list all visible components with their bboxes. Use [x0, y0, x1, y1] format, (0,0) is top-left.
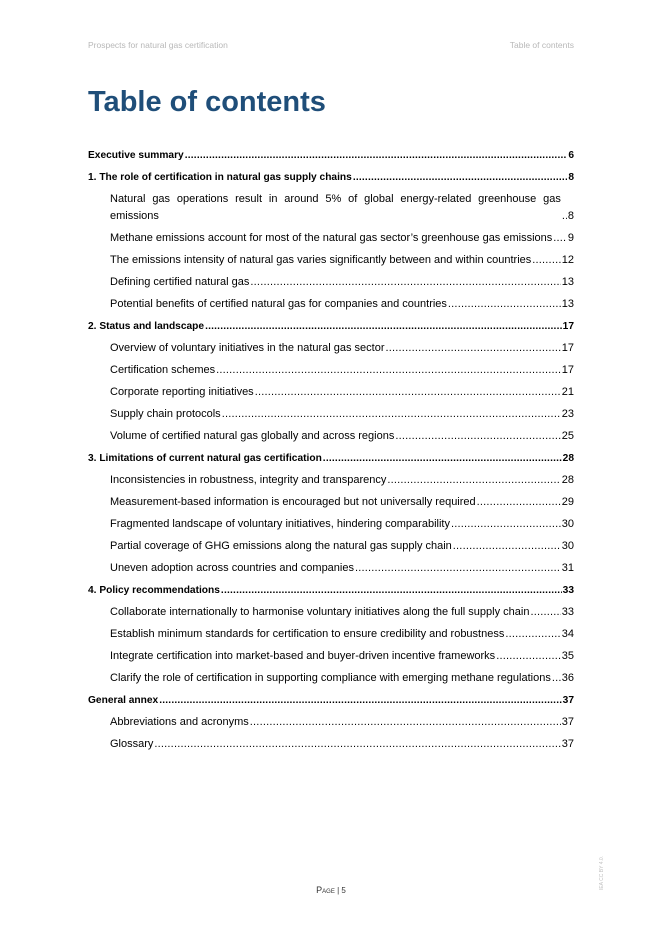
toc-entry-text: Inconsistencies in robustness, integrity and transparency: [110, 474, 387, 486]
toc-entry-text: Supply chain protocols: [110, 408, 221, 420]
toc-subsection-entry[interactable]: [110, 472, 574, 489]
toc-dot-leader: [220, 582, 562, 599]
toc-entry-text: 1. The role of certification in natural gas supply chains: [88, 172, 352, 183]
toc-subsection-entry[interactable]: [110, 626, 574, 643]
toc-entry-page: 21: [561, 386, 574, 398]
toc-entry-page: 9: [567, 232, 574, 244]
toc-entry-text: General annex: [88, 695, 159, 706]
toc-entry-text: Fragmented landscape of voluntary initiatives, hindering comparability: [110, 518, 450, 530]
toc-dot-leader: [221, 406, 561, 423]
toc-subsection-entry[interactable]: [110, 191, 574, 225]
toc-entry-page: 13: [561, 298, 574, 310]
page-title: Table of contents: [88, 86, 326, 118]
toc-subsection-entry[interactable]: [110, 714, 574, 731]
toc-entry-text: Abbreviations and acronyms: [110, 716, 249, 728]
toc-entry-text: Potential benefits of certified natural gas for companies and countries: [110, 298, 447, 310]
toc-dot-leader: [552, 230, 567, 247]
toc-section-entry[interactable]: [88, 582, 574, 599]
footer-page-number: 5: [341, 886, 346, 895]
toc-dot-leader: [254, 384, 561, 401]
toc-entry-text: Natural gas operations result in around 5% of global energy-related greenhouse gas emissions: [110, 193, 561, 222]
toc-subsection-entry[interactable]: [110, 362, 574, 379]
toc-entry-text: Clarify the role of certification in supporting compliance with emerging methane regulations: [110, 672, 551, 684]
toc-subsection-entry[interactable]: [110, 560, 574, 577]
toc-subsection-entry[interactable]: [110, 670, 574, 687]
toc-subsection-entry[interactable]: [110, 340, 574, 357]
toc-entry-page: 17: [561, 342, 574, 354]
toc-entry-text: Volume of certified natural gas globally and across regions: [110, 430, 395, 442]
header-section-title: Table of contents: [509, 40, 574, 50]
toc-subsection-entry[interactable]: [110, 384, 574, 401]
toc-dot-leader: [249, 274, 560, 291]
toc-entry-page: 37: [561, 738, 574, 750]
toc-dot-leader: [450, 516, 561, 533]
toc-section-entry[interactable]: [88, 147, 574, 164]
toc-subsection-entry[interactable]: [110, 538, 574, 555]
toc-subsection-entry[interactable]: [110, 604, 574, 621]
toc-entry-text: Executive summary: [88, 150, 184, 161]
toc-entry-text: Certification schemes: [110, 364, 216, 376]
toc-entry-page: 17: [562, 321, 574, 332]
toc-subsection-entry[interactable]: [110, 252, 574, 269]
toc-entry-page: 17: [561, 364, 574, 376]
toc-dot-leader: [551, 670, 561, 687]
toc-dot-leader: [504, 626, 560, 643]
toc-entry-page: 30: [561, 518, 574, 530]
toc-entry-page: 6: [568, 150, 574, 161]
toc-entry-page: 30: [561, 540, 574, 552]
toc-dot-leader: [386, 472, 560, 489]
toc-dot-leader: [215, 362, 561, 379]
footer-page-label: Page: [316, 885, 335, 895]
license-text: IEA CC BY 4.0.: [599, 855, 605, 891]
footer-separator: |: [334, 886, 342, 895]
toc-dot-leader: [249, 714, 561, 731]
toc-entry-text: Defining certified natural gas: [110, 276, 250, 288]
toc-dot-leader: [561, 208, 567, 225]
toc-entry-page: 28: [561, 474, 574, 486]
toc-entry-text: Corporate reporting initiatives: [110, 386, 254, 398]
toc-section-entry[interactable]: [88, 692, 574, 709]
toc-entry-page: 12: [561, 254, 574, 266]
toc-dot-leader: [158, 692, 561, 709]
toc-subsection-entry[interactable]: [110, 230, 574, 247]
toc-subsection-entry[interactable]: [110, 736, 574, 753]
toc-entry-text: Establish minimum standards for certification to ensure credibility and robustness: [110, 628, 505, 640]
toc-entry-page: 8: [567, 210, 574, 222]
toc-section-entry[interactable]: [88, 169, 574, 186]
toc-subsection-entry[interactable]: [110, 428, 574, 445]
toc-entry-text: Uneven adoption across countries and companies: [110, 562, 354, 574]
toc-dot-leader: [447, 296, 561, 313]
toc-section-entry[interactable]: [88, 450, 574, 467]
toc-entry-page: 23: [561, 408, 574, 420]
toc-entry-text: The emissions intensity of natural gas varies significantly between and within countries: [110, 254, 532, 266]
toc-dot-leader: [394, 428, 560, 445]
toc-entry-text: 3. Limitations of current natural gas certification: [88, 453, 322, 464]
toc-dot-leader: [204, 318, 562, 335]
toc-entry-page: 37: [562, 695, 574, 706]
running-header: [88, 40, 574, 52]
toc-dot-leader: [476, 494, 561, 511]
toc-entry-page: 13: [561, 276, 574, 288]
header-report-title: Prospects for natural gas certification: [88, 40, 228, 50]
toc-dot-leader: [153, 736, 560, 753]
toc-entry-text: Methane emissions account for most of the natural gas sector’s greenhouse gas emissions: [110, 232, 553, 244]
toc-entry-text: 2. Status and landscape: [88, 321, 205, 332]
table-of-contents: [88, 142, 574, 758]
toc-subsection-entry[interactable]: [110, 296, 574, 313]
toc-entry-page: 36: [561, 672, 574, 684]
toc-subsection-entry[interactable]: [110, 494, 574, 511]
toc-entry-text: Overview of voluntary initiatives in the natural gas sector: [110, 342, 385, 354]
toc-entry-page: 37: [561, 716, 574, 728]
license-note: [598, 853, 606, 893]
toc-entry-text: Integrate certification into market-based and buyer-driven incentive frameworks: [110, 650, 496, 662]
toc-entry-page: 33: [562, 585, 574, 596]
page-footer: [0, 885, 662, 895]
toc-entry-page: 31: [561, 562, 574, 574]
toc-entry-text: Glossary: [110, 738, 154, 750]
toc-entry-page: 28: [562, 453, 574, 464]
toc-dot-leader: [385, 340, 561, 357]
toc-entry-page: 29: [561, 496, 574, 508]
toc-dot-leader: [322, 450, 562, 467]
toc-entry-text: Collaborate internationally to harmonise voluntary initiatives along the full supply chain: [110, 606, 530, 618]
toc-dot-leader: [529, 604, 560, 621]
toc-dot-leader: [354, 560, 561, 577]
toc-subsection-entry[interactable]: [110, 648, 574, 665]
toc-dot-leader: [184, 147, 568, 164]
toc-entry-page: 25: [561, 430, 574, 442]
toc-subsection-entry[interactable]: [110, 406, 574, 423]
toc-entry-page: 33: [561, 606, 574, 618]
toc-dot-leader: [495, 648, 561, 665]
toc-entry-text: 4. Policy recommendations: [88, 585, 220, 596]
toc-subsection-entry[interactable]: [110, 274, 574, 291]
toc-entry-page: 8: [568, 172, 574, 183]
toc-dot-leader: [452, 538, 561, 555]
toc-entry-page: 34: [561, 628, 574, 640]
toc-entry-page: 35: [561, 650, 574, 662]
toc-dot-leader: [531, 252, 560, 269]
toc-section-entry[interactable]: [88, 318, 574, 335]
toc-subsection-entry[interactable]: [110, 516, 574, 533]
toc-entry-text: Partial coverage of GHG emissions along the natural gas supply chain: [110, 540, 452, 552]
toc-dot-leader: [352, 169, 568, 186]
toc-entry-text: Measurement-based information is encouraged but not universally required: [110, 496, 476, 508]
